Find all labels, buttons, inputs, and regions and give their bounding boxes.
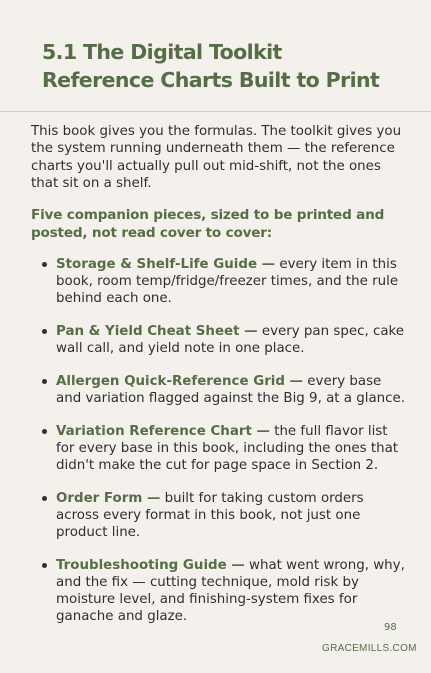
item-name: Pan & Yield Cheat Sheet — <box>56 323 258 339</box>
item-description: every base and variation flagged against the Big 9, at a glance. <box>56 373 406 406</box>
list-item <box>31 323 406 357</box>
item-description: the full flavor list for every base in this book, including the ones that didn't make the cut for page space in Section 2. <box>56 423 399 473</box>
page-title-line-2: Reference Charts Built to Print <box>42 68 380 92</box>
bullet-icon <box>42 262 47 267</box>
list-item <box>31 557 406 625</box>
item-description: built for taking custom orders across every format in this book, not just one product line. <box>56 490 364 540</box>
list-item <box>31 373 406 407</box>
site-url: GRACEMILLS.COM <box>322 643 417 654</box>
item-description: every pan spec, cake wall call, and yield note in one place. <box>56 323 405 356</box>
bullet-icon <box>42 329 47 334</box>
item-description: every item in this book, room temp/fridge/freezer times, and the rule behind each one. <box>56 256 399 306</box>
page-header <box>0 0 431 112</box>
intro-paragraph: This book gives you the formulas. The toolkit gives you the system running underneath them — the reference charts you'll actually pull out mid-shift, not the ones that sit on a shelf. <box>31 124 402 192</box>
list-lead-heading: Five companion pieces, sized to be printed and posted, not read cover to cover: <box>31 206 385 241</box>
bullet-icon <box>42 563 47 568</box>
item-description: what went wrong, why, and the fix — cutting technique, mold risk by moisture level, and finishing-system fixes for ganache and glaze. <box>56 557 405 624</box>
list-item <box>31 490 406 541</box>
item-name: Storage & Shelf-Life Guide — <box>56 256 276 272</box>
item-name: Variation Reference Chart — <box>56 423 270 439</box>
list-item <box>31 423 406 474</box>
page-title <box>42 38 379 94</box>
bullet-icon <box>42 379 47 384</box>
item-name: Order Form — <box>56 490 161 506</box>
item-name: Troubleshooting Guide — <box>56 557 245 573</box>
toolkit-list <box>31 256 406 625</box>
bullet-icon <box>42 496 47 501</box>
item-name: Allergen Quick-Reference Grid — <box>56 373 304 389</box>
page-title-line-1: 5.1 The Digital Toolkit <box>42 40 282 64</box>
list-item <box>31 256 406 307</box>
bullet-icon <box>42 429 47 434</box>
page-content <box>31 123 406 641</box>
page-number: 98 <box>384 622 397 633</box>
